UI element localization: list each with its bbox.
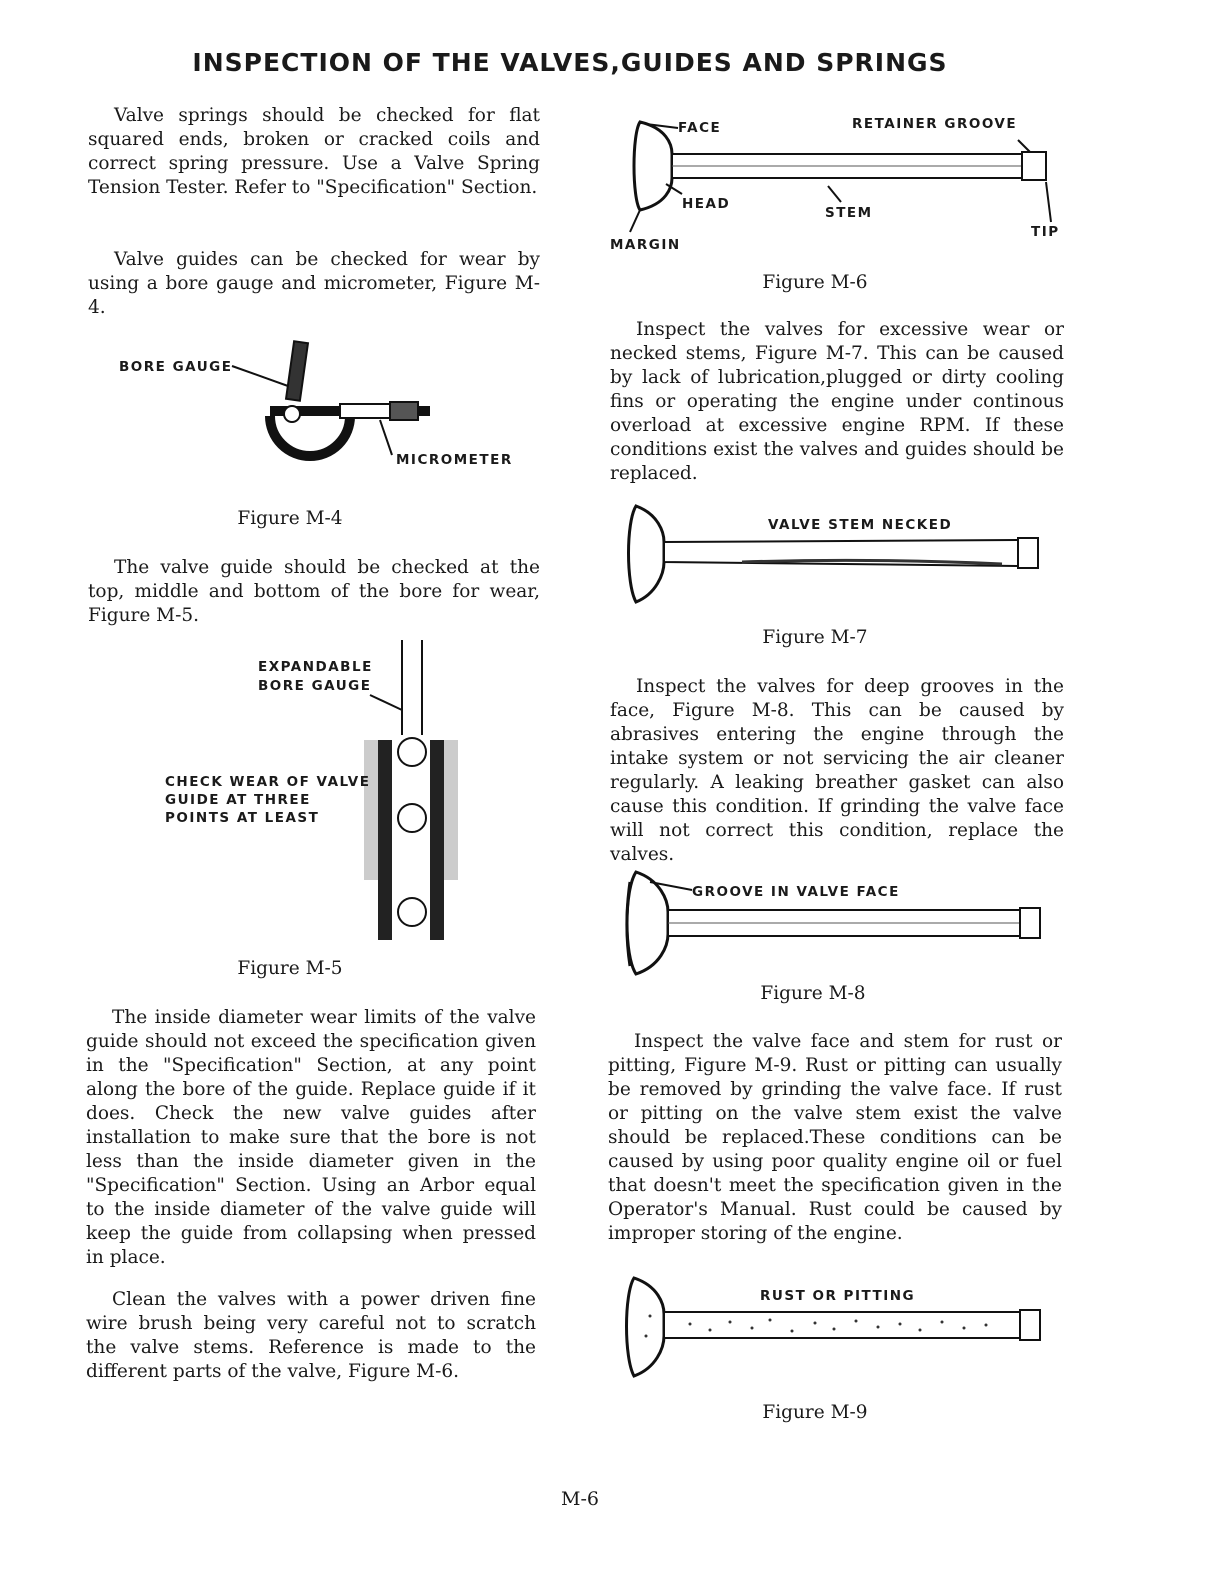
- paragraph-valve-springs: Valve springs should be checked for flat squared ends, broken or cracked coils and correct spring pressure. Use a Valve Spring Tension Tester. Refer to "Specification" Section.: [88, 105, 540, 198]
- paragraph-valve-guides: Valve guides can be checked for wear by using a bore gauge and micrometer, Figure M-4.: [88, 249, 540, 318]
- label-retainer-groove: RETAINER GROOVE: [852, 116, 1018, 132]
- label-bore-gauge: BORE GAUGE: [119, 359, 233, 375]
- label-check-3: POINTS AT LEAST: [165, 810, 320, 826]
- label-tip: TIP: [1031, 224, 1060, 240]
- expandable-gauge-drawing: [398, 640, 426, 926]
- page-number: M-6: [561, 1488, 599, 1510]
- bore-gauge-leader: [232, 366, 288, 386]
- page-title: INSPECTION OF THE VALVES,GUIDES AND SPRINGS: [192, 48, 948, 77]
- expandable-gauge-leader: [370, 695, 402, 710]
- paragraph-guide-check: The valve guide should be checked at the top, middle and bottom of the bore for wear, Figure M-5.: [88, 557, 540, 626]
- label-check-1: CHECK WEAR OF VALVE: [165, 774, 371, 790]
- caption-figure-m8: Figure M-8: [760, 983, 866, 1004]
- label-rust-or-pitting: RUST OR PITTING: [760, 1288, 916, 1304]
- caption-figure-m6: Figure M-6: [762, 272, 868, 293]
- paragraph-rust-pitting: Inspect the valve face and stem for rust or pitting, Figure M-9. Rust or pitting can usually be removed by grinding the valve face. If rust or pitting on the valve stem exist the valve should be replaced.These conditions can be caused by using poor quality engine oil or fuel that doesn't meet the specification given in the Operator's Manual. Rust could be caused by improper storing of the engine.: [608, 1031, 1062, 1244]
- label-check-2: GUIDE AT THREE: [165, 792, 311, 808]
- label-head: HEAD: [682, 196, 731, 212]
- paragraph-wear-limits: The inside diameter wear limits of the valve guide should not exceed the specification given in the "Specification" Section, at any point along the bore of the guide. Replace guide if it does. Check the new valve guides after installation to make sure that the bore is not less than the inside diameter given in the "Specification" Section. Using an Arbor equal to the inside diameter of the valve guide will keep the guide from collapsing when pressed in place.: [86, 1007, 536, 1268]
- label-micrometer: MICROMETER: [396, 452, 513, 468]
- paragraph-clean-valves: Clean the valves with a power driven fine wire brush being very careful not to scratch the valve stems. Reference is made to the different parts of the valve, Figure M-6.: [86, 1289, 536, 1382]
- label-groove-in-valve-face: GROOVE IN VALVE FACE: [692, 884, 900, 900]
- label-margin: MARGIN: [610, 237, 681, 253]
- figure-m5-illustration: [360, 640, 480, 945]
- caption-figure-m5: Figure M-5: [237, 958, 343, 979]
- paragraph-deep-grooves: Inspect the valves for deep grooves in the face, Figure M-8. This can be caused by abrasives entering the engine through the intake system or not servicing the air cleaner regularly. A leaking breather gasket can also cause this condition. If grinding the valve face will not correct this condition, replace the valves.: [610, 676, 1064, 865]
- caption-figure-m4: Figure M-4: [237, 508, 343, 529]
- label-stem: STEM: [825, 205, 873, 221]
- label-face: FACE: [678, 120, 722, 136]
- label-valve-stem-necked: VALVE STEM NECKED: [768, 517, 953, 533]
- label-expandable-1: EXPANDABLE: [258, 659, 373, 675]
- paragraph-excessive-wear: Inspect the valves for excessive wear or necked stems, Figure M-7. This can be caused by lack of lubrication,plugged or dirty cooling fins or operating the engine under continous overload at excessive engine RPM. If these conditions exist the valves and guides should be replaced.: [610, 319, 1064, 484]
- micrometer-leader: [380, 420, 392, 455]
- label-expandable-2: BORE GAUGE: [258, 678, 372, 694]
- caption-figure-m9: Figure M-9: [762, 1402, 868, 1423]
- caption-figure-m7: Figure M-7: [762, 627, 868, 648]
